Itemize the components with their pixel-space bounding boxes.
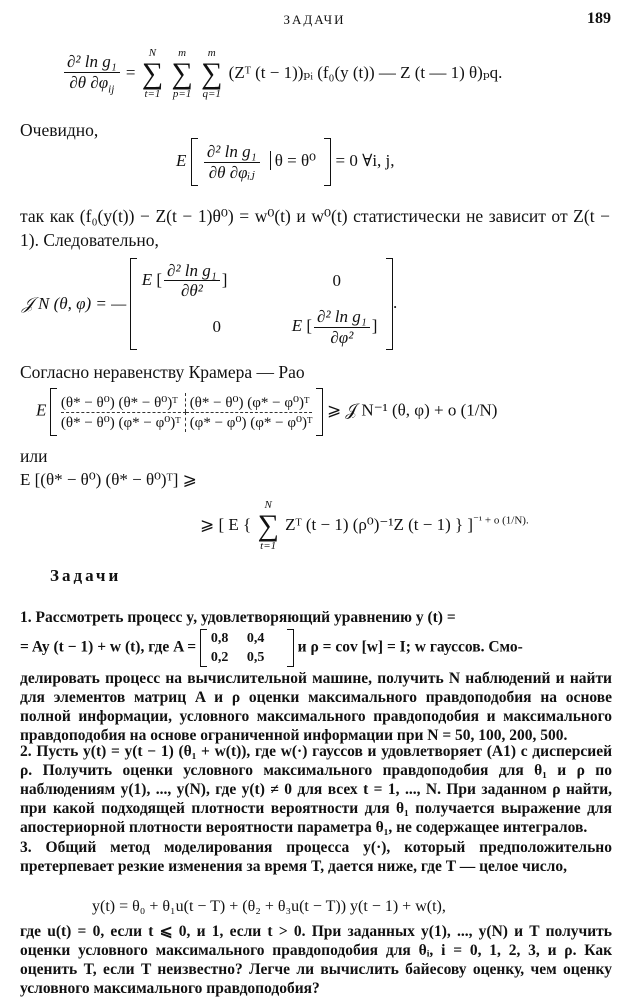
sum-p: m ∑ p=1 [171,47,193,100]
text-obviously: Очевидно, [20,120,99,140]
problem-3-continued: где u(t) = 0, если t ⩽ 0, и 1, если t > 0. При заданных y(1), ..., y(N) и T получить оценки условного максимального правдоподобия для θᵢ, i = 0, 1, 2, 3, и ρ. Как оценить T, если T неизвестно? Легче ли вычислить байесову оценку, чем оценку условного максимального правдоподобия? [20,923,612,997]
equation-3: 𝒥 N (θ, φ) = — E [ $\frac{\text{∂² ln g₁}}{\text{∂θ²}}$ ] 0 0 E [ $\frac{\text{∂² ln g₁}}{\text{∂φ²}}$ ] . [22,258,397,350]
sum-t: N ∑ t=1 [141,47,164,100]
text-since: так как (f₀(y(t)) − Z(t − 1)θ⁰) = w⁰(t) и w⁰(t) статистически не зависит от Z(t − 1). Следовательно, [20,206,610,250]
running-header: ЗАДАЧИ [283,12,346,27]
equation-5-line-1: E [(θ* − θ⁰) (θ* − θ⁰)ᵀ] ⩾ [20,470,197,489]
eq1-rhs: (Zᵀ (t − 1))ₚᵢ (f₀(y (t)) — Z (t — 1) θ)ₚq. [228,62,503,82]
page-number: 189 [587,10,611,27]
problem-2: 2. Пусть y(t) = y(t − 1) (θ₁ + w(t)), где w(·) гауссов и удовлетворяет (A1) с дисперсией ρ. Получить оценки условного максимального правдоподобия для θ₁ и ρ по наблюдениям y(1), ..., y(N), где y(t) ≠ 0 для всех t = 1, ..., N. При заданном ρ найти, при какой подходящей плотности вероятности для θ₁ получается выражение для апостериорной плотности вероятности параметра θ₁, не содержащее интегралов. [20,743,612,836]
equation-2: E $\frac{\text{∂² ln g₁}}{\text{∂θ ∂φᵢⱼ}}$ θ = θ⁰ = 0 ∀i, j, [176,138,395,186]
sum-q: m ∑ q=1 [201,47,223,100]
equation-5-line-2: ⩾ [ E { N ∑ t=1 Zᵀ (t − 1) (ρ⁰)⁻¹Z (t − 1) } ]$^{^{-1} + o (1/N).}$ [200,499,529,552]
problem-1: 1. Рассмотреть процесс y, удовлетворяющий уравнению y (t) = = Ay (t − 1) + w (t), где A = 0,8 0,4 0,2 0,5 и ρ = cov [w] = I; w гауссов. Смо- делировать процесс на вычислительной машине, получить N наблюдений и найти для элементов матриц A и ρ оценки максимального правдоподобия на основе полной информации, условного максимального правдоподобия и максимального правдоподобия на основе ограниченной информации при N = 50, 100, 200, 500. [20,609,612,744]
equation-4: E (θ* − θ⁰) (θ* − θ⁰)ᵀ (θ* − θ⁰) (φ* − φ⁰)ᵀ (θ* − θ⁰) (φ* − φ⁰)ᵀ (φ* − φ⁰) (φ* − φ⁰)ᵀ ⩾ 𝒥 N⁻¹ (θ, φ) + o (1/N) [36,388,497,436]
eq1-lhs-fraction: $\frac{\text{∂² ln g₁}}{\partial\theta \partial\varphi_{ij}}$ [64,52,120,96]
equation-6: y(t) = θ₀ + θ₁u(t − T) + (θ₂ + θ₃u(t − T)) y(t − 1) + w(t), [92,898,446,915]
text-cramer-rao: Согласно неравенству Крамера — Рао [20,362,305,382]
section-heading: Задачи [50,566,122,585]
problem-3: 3. Общий метод моделирования процесса y(·), который предположительно претерпевает резкие изменения за время T, дается ниже, где T — целое число, [20,839,612,875]
text-or: или [20,446,48,466]
equation-1: $\frac{\text{∂² ln g₁}}{\partial\theta \partial\varphi_{ij}}$ = N ∑ t=1 m ∑ p=1 m ∑ q=1 (Zᵀ (t − 1))ₚᵢ (f₀(y (t)) — Z (t — 1) θ)ₚq. [62,48,502,100]
